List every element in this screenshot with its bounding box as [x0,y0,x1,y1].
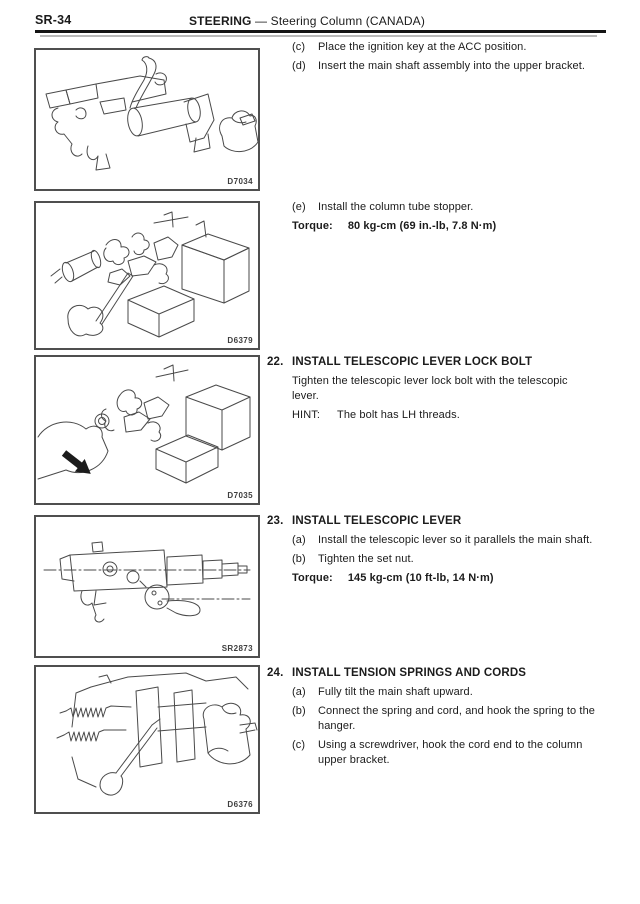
step-text: Insert the main shaft assembly into the upper bracket. [318,60,586,72]
section-number: 23. [267,515,284,527]
step-label: (b) [292,553,306,565]
page-title-subsection: — Steering Column (CANADA) [251,14,425,28]
figure-code-label: D7035 [227,491,253,500]
step-b [292,704,598,734]
step-label: (d) [292,60,306,72]
step-label: (a) [292,534,306,546]
section-heading [267,513,592,529]
step-label: (e) [292,201,306,213]
step-b [292,552,592,567]
section-number: 24. [267,667,284,679]
tension-springs-illustration [36,667,258,812]
section-steps [292,685,598,768]
step-c [292,738,598,768]
section-23 [267,513,592,586]
figure-code-label: D6376 [227,800,253,809]
section-22 [267,354,594,423]
step-text: Connect the spring and cord, and hook the spring to the hanger. [318,705,596,732]
torque-value: 145 kg-cm (10 ft-lb, 14 N·m) [347,572,494,584]
steps-c-d-block [292,40,585,78]
step-text: Place the ignition key at the ACC position. [318,41,527,53]
step-a [292,685,598,700]
section-steps [292,533,592,567]
section-number: 22. [267,356,284,368]
section-heading [267,354,594,370]
torque-label: Torque: [292,572,333,584]
telescopic-lever-illustration [36,517,258,656]
step-e-block [292,200,496,234]
column-tube-stopper-illustration [36,203,258,348]
step-text: Tighten the set nut. [318,553,414,565]
section-title: INSTALL TELESCOPIC LEVER [292,515,462,527]
section-title: INSTALL TENSION SPRINGS AND CORDS [292,667,527,679]
figure-code-label: D7034 [227,177,253,186]
step-text: Using a screwdriver, hook the cord end to the column upper bracket. [318,739,583,766]
step-label: (b) [292,705,306,717]
step-text: Install the column tube stopper. [318,201,474,213]
torque-label: Torque: [292,220,333,232]
figure-code-label: D6379 [227,336,253,345]
step-label: (a) [292,686,306,698]
lever-lock-bolt-illustration [36,357,258,503]
figure-code-label: SR2873 [221,644,253,653]
step-text: Fully tilt the main shaft upward. [318,686,473,698]
direction-arrow-icon [59,447,96,481]
step-d [292,59,585,74]
header-rule [35,30,606,33]
header-rule-shadow [40,35,597,37]
torque-line [292,219,496,234]
section-title: INSTALL TELESCOPIC LEVER LOCK BOLT [292,356,533,368]
main-shaft-insert-illustration [36,50,258,189]
hint-text: The bolt has LH threads. [337,409,460,421]
section-24 [267,665,598,772]
step-a [292,533,592,548]
page-code: SR-34 [35,13,72,27]
page-title [0,14,614,28]
section-body: Tighten the telescopic lever lock bolt with the telescopic lever. [292,375,568,402]
figure-frame-sr2873 [34,515,260,658]
torque-line [292,571,592,586]
section-heading [267,665,598,681]
step-label: (c) [292,41,306,53]
step-label: (c) [292,739,306,751]
figure-frame-d7034 [34,48,260,191]
step-e [292,200,496,215]
torque-value: 80 kg-cm (69 in.-lb, 7.8 N·m) [347,220,497,232]
figure-frame-d6379 [34,201,260,350]
figure-frame-d7035 [34,355,260,505]
figure-frame-d6376 [34,665,260,814]
page-title-section: STEERING [189,14,252,28]
step-text: Install the telescopic lever so it parallels the main shaft. [318,534,593,546]
hint-line [292,408,594,423]
hint-label: HINT: [292,409,320,421]
step-c [292,40,585,55]
